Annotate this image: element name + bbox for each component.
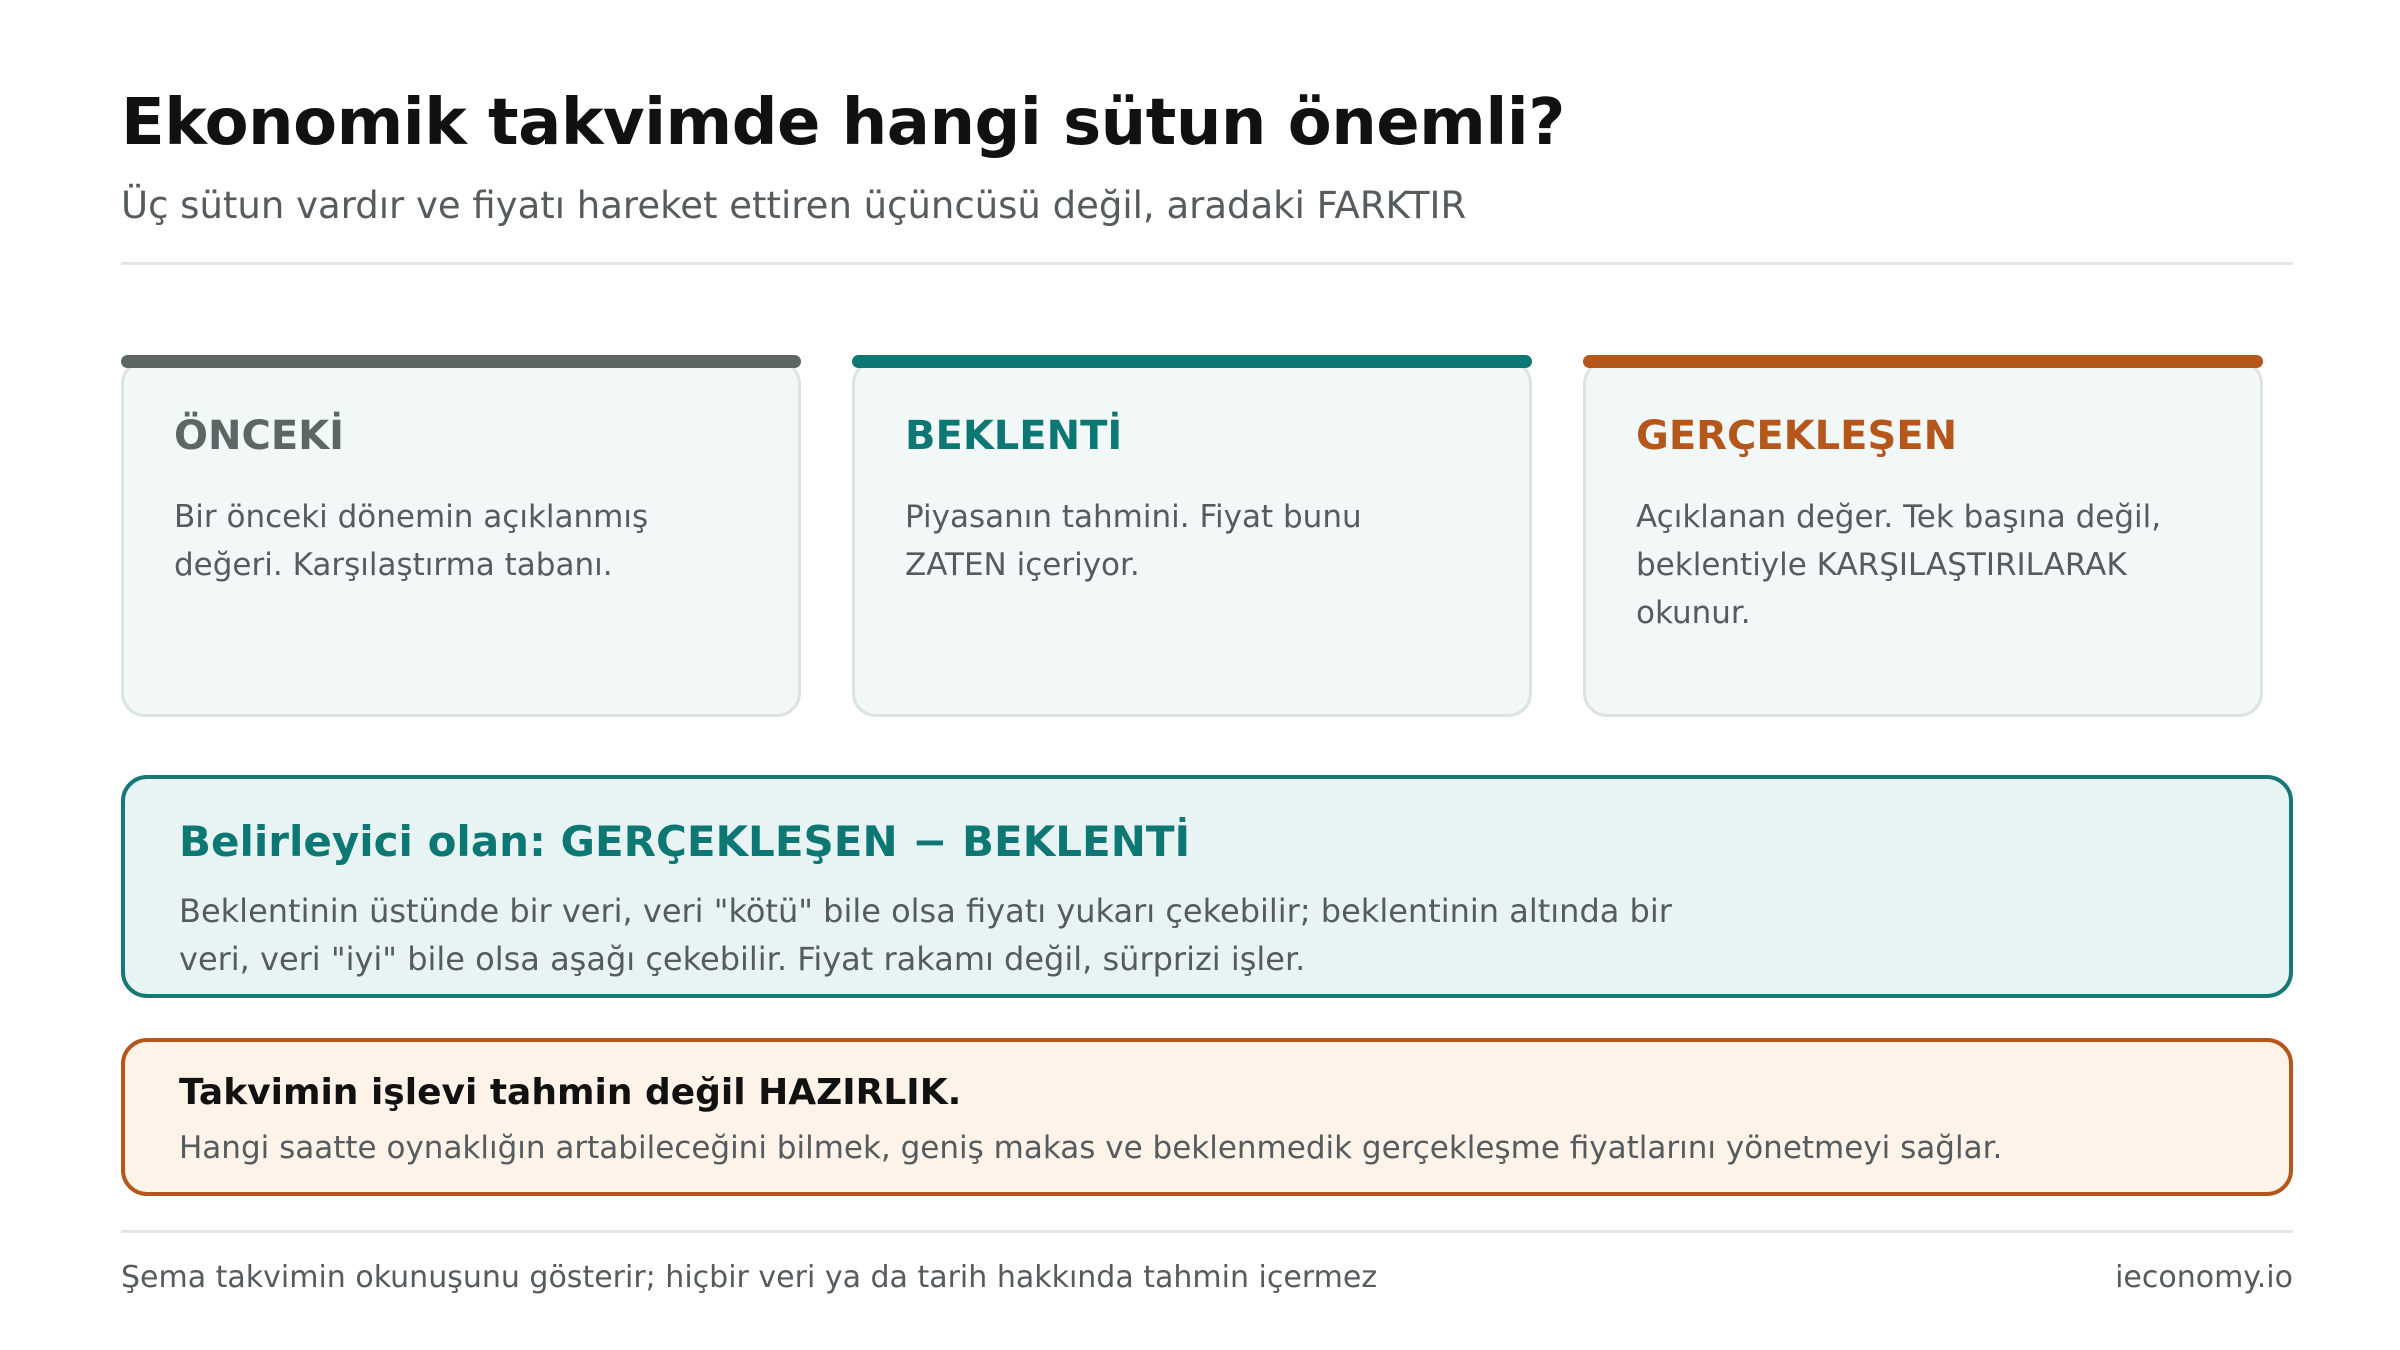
column-card-actual — [1583, 360, 2263, 717]
column-title-actual: GERÇEKLEŞEN — [1636, 413, 1958, 459]
column-body-actual: Açıklanan değer. Tek başına değil, beklentiyle KARŞILAŞTIRILARAK okunur. — [1636, 499, 2162, 631]
column-body-forecast: Piyasanın tahmini. Fiyat bunu ZATEN içeriyor. — [905, 499, 1362, 583]
preparation-note-title: Takvimin işlevi tahmin değil HAZIRLIK. — [179, 1072, 962, 1113]
column-accent-bar-forecast — [852, 355, 1532, 368]
key-insight-title: Belirleyici olan: GERÇEKLEŞEN − BEKLENTİ — [179, 817, 1191, 866]
key-insight-body: Beklentinin üstünde bir veri, veri "kötü" bile olsa fiyatı yukarı çekebilir; beklentinin altında bir veri, veri "iyi" bile olsa aşağı çekebilir. Fiyat rakamı değil, sürprizi işler. — [179, 892, 1672, 978]
column-accent-bar-previous — [121, 355, 801, 368]
column-accent-bar-actual — [1583, 355, 2263, 368]
page-title: Ekonomik takvimde hangi sütun önemli? — [121, 86, 1565, 160]
page-subtitle: Üç sütun vardır ve fiyatı hareket ettiren üçüncüsü değil, aradaki FARKTIR — [121, 184, 1467, 227]
column-title-previous: ÖNCEKİ — [174, 413, 345, 459]
preparation-note-box — [121, 1038, 2293, 1196]
column-card-forecast — [852, 360, 1532, 717]
preparation-note-body: Hangi saatte oynaklığın artabileceğini bilmek, geniş makas ve beklenmedik gerçekleşme fiyatlarını yönetmeyi sağlar. — [179, 1130, 2003, 1166]
header-divider — [121, 262, 2293, 265]
footer-disclaimer: Şema takvimin okunuşunu gösterir; hiçbir veri ya da tarih hakkında tahmin içermez — [121, 1260, 1378, 1295]
footer-divider — [121, 1230, 2293, 1233]
column-card-previous — [121, 360, 801, 717]
footer-brand[interactable]: ieconomy.io — [2115, 1260, 2293, 1295]
key-insight-box — [121, 775, 2293, 998]
column-title-forecast: BEKLENTİ — [905, 413, 1123, 459]
column-body-previous: Bir önceki dönemin açıklanmış değeri. Karşılaştırma tabanı. — [174, 499, 649, 583]
